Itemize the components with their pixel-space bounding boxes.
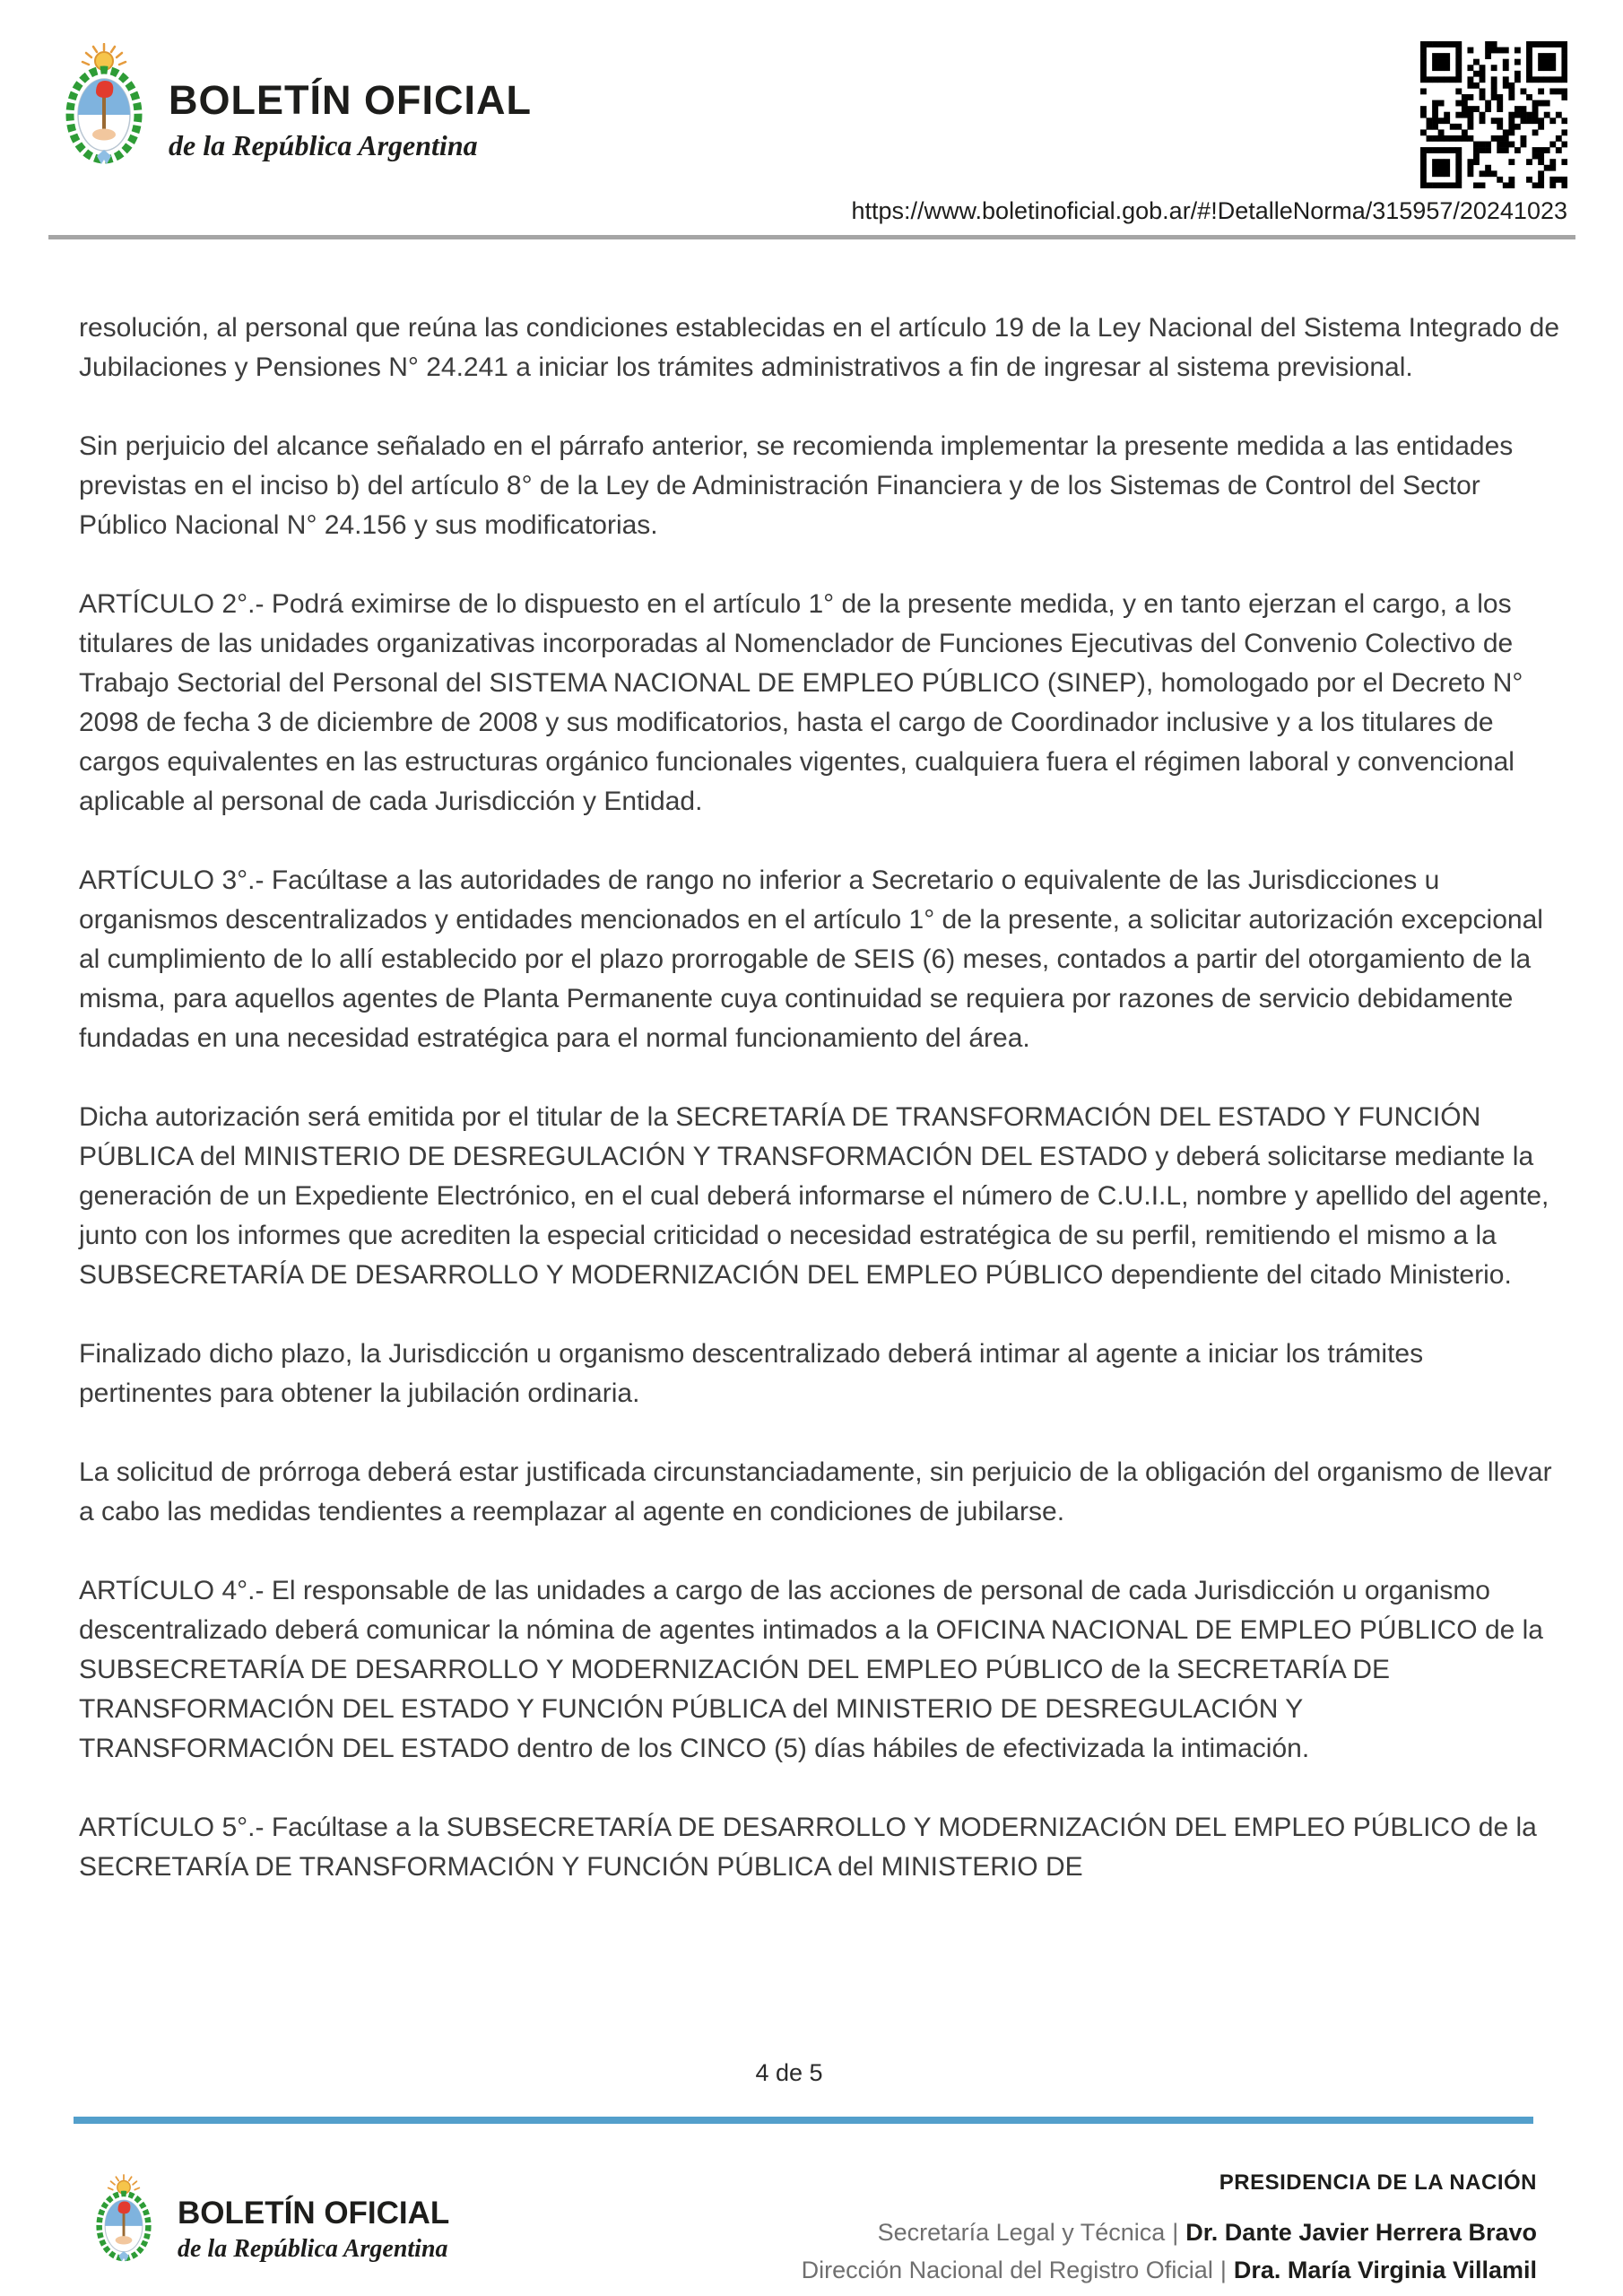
official-name: Dra. María Virginia Villamil [1233, 2257, 1537, 2283]
office-label: Secretaría Legal y Técnica [877, 2219, 1166, 2246]
header-logo-title: BOLETÍN OFICIAL [169, 77, 532, 123]
header-divider [48, 235, 1575, 239]
header-logo [59, 43, 149, 171]
paragraph-solicitud: La solicitud de prórroga deberá estar justificada circunstanciadamente, sin perjuicio de la obligación del organismo de llevar a cabo las medidas tendientes a reemplazar al agente en condiciones de jubilarse. [79, 1457, 1552, 1526]
paragraph-articulo-2: ARTÍCULO 2°.- Podrá eximirse de lo dispuesto en el artículo 1° de la presente medida, y en tanto ejerzan el cargo, a los titulares de las unidades organizativas incorporadas al Nomenclador de Funciones Ejecutivas del Convenio Colectivo de Trabajo Sectorial del Personal del SISTEMA NACIONAL DE EMPLEO PÚBLICO (SINEP), homologado por el Decreto N° 2098 de fecha 3 de diciembre de 2008 y sus modificatorios, hasta el cargo de Coordinador inclusive y a los titulares de cargos equivalentes en las estructuras orgánico funcionales vigentes, cualquiera fuera el régimen laboral y convencional aplicable al personal de cada Jurisdicción y Entidad. [79, 589, 1523, 816]
norm-url-link[interactable]: https://www.boletinoficial.gob.ar/#!DetalleNorma/315957/20241023 [851, 197, 1567, 224]
header-logo-subtitle: de la República Argentina [169, 129, 478, 161]
footer-accent-divider [74, 2117, 1533, 2124]
footer-entry-direccion [802, 2257, 1537, 2284]
page-number: 4 de 5 [755, 2059, 823, 2086]
separator-pipe: | [1172, 2219, 1179, 2246]
footer-logo [91, 2158, 156, 2284]
paragraph-articulo-3: ARTÍCULO 3°.- Facúltase a las autoridades de rango no inferior a Secretario o equivalente de las Jurisdicciones u organismos descentralizados y entidades mencionados en el artículo 1° de la presente, a solicitar autorización excepcional al cumplimiento de lo allí establecido por el plazo prorrogable de SEIS (6) meses, contados a partir del otorgamiento de la misma, para aquellos agentes de Planta Permanente cuya continuidad se requiera por razones de servicio debidamente fundadas en una necesidad estratégica para el normal funcionamiento del área. [79, 865, 1543, 1053]
footer-entry-secretaria [878, 2219, 1537, 2247]
footer-logo-subtitle: de la República Argentina [178, 2235, 448, 2263]
paragraph-2: Sin perjuicio del alcance señalado en el párrafo anterior, se recomienda implementar la presente medida a las entidades previstas en el inciso b) del artículo 8° de la Ley de Administración Financiera y de los Sistemas de Control del Sector Público Nacional N° 24.156 y sus modificatorias. [79, 431, 1514, 540]
paragraph-finalizado: Finalizado dicho plazo, la Jurisdicción u organismo descentralizado deberá intimar al agente a iniciar los trámites pertinentes para obtener la jubilación ordinaria. [79, 1339, 1424, 1408]
footer-logo-title: BOLETÍN OFICIAL [178, 2196, 450, 2231]
paragraph-1: resolución, al personal que reúna las condiciones establecidas en el artículo 19 de la Ley Nacional del Sistema Integrado de Jubilaciones y Pensiones N° 24.241 a iniciar los trámites administrativos a fin de ingresar al sistema previsional. [79, 313, 1560, 382]
paragraph-autorizacion: Dicha autorización será emitida por el titular de la SECRETARÍA DE TRANSFORMACIÓN DEL ESTADO Y FUNCIÓN PÚBLICA del MINISTERIO DE DESREGULACIÓN Y TRANSFORMACIÓN DEL ESTADO y deberá solicitarse mediante la generación de un Expediente Electrónico, en el cual deberá informarse el número de C.U.I.L, nombre y apellido del agente, junto con los informes que acrediten la especial criticidad o necesidad estratégica de su perfil, remitiendo el mismo a la SUBSECRETARÍA DE DESARROLLO Y MODERNIZACIÓN DEL EMPLEO PÚBLICO dependiente del citado Ministerio. [79, 1102, 1549, 1290]
official-name: Dr. Dante Javier Herrera Bravo [1185, 2219, 1537, 2246]
coat-of-arms-icon [59, 43, 149, 167]
footer-coat-of-arms-icon [91, 2158, 156, 2280]
paragraph-articulo-5: ARTÍCULO 5°.- Facúltase a la SUBSECRETARÍA DE DESARROLLO Y MODERNIZACIÓN DEL EMPLEO PÚBLICO de la SECRETARÍA DE TRANSFORMACIÓN Y FUNCIÓN PÚBLICA del MINISTERIO DE [79, 1813, 1537, 1882]
office-label: Dirección Nacional del Registro Oficial [801, 2257, 1213, 2283]
paragraph-articulo-4: ARTÍCULO 4°.- El responsable de las unidades a cargo de las acciones de personal de cada Jurisdicción u organismo descentralizado deberá comunicar la nómina de agentes intimados a la OFICINA NACIONAL DE EMPLEO PÚBLICO de la SUBSECRETARÍA DE DESARROLLO Y MODERNIZACIÓN DEL EMPLEO PÚBLICO de la SECRETARÍA DE TRANSFORMACIÓN DEL ESTADO Y FUNCIÓN PÚBLICA del MINISTERIO DE DESREGULACIÓN Y TRANSFORMACIÓN DEL ESTADO dentro de los CINCO (5) días hábiles de efectivizada la intimación. [79, 1576, 1543, 1763]
document-body [79, 309, 1560, 1926]
qr-code [1420, 41, 1567, 188]
separator-pipe: | [1219, 2257, 1227, 2283]
presidency-title: PRESIDENCIA DE LA NACIÓN [1219, 2170, 1537, 2195]
